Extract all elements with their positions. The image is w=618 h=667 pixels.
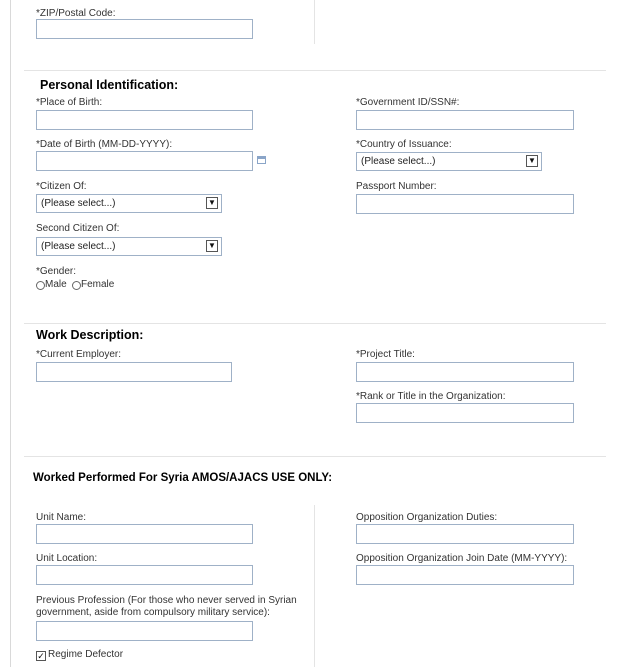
second-citizen-select[interactable]: [36, 237, 222, 256]
previous-profession-label-cont: government, aside from compulsory military service):: [36, 607, 270, 618]
place-of-birth-input[interactable]: [36, 110, 253, 130]
country-issuance-value: (Please select...): [361, 156, 436, 167]
citizen-of-select[interactable]: [36, 194, 222, 213]
rank-title-input[interactable]: [356, 403, 574, 423]
opposition-join-date-label: Opposition Organization Join Date (MM-YYYY):: [356, 553, 568, 564]
second-citizen-label: Second Citizen Of:: [36, 223, 120, 234]
opposition-join-date-input[interactable]: [356, 565, 574, 585]
rank-title-label: *Rank or Title in the Organization:: [356, 391, 506, 402]
citizen-of-label: *Citizen Of:: [36, 181, 87, 192]
chevron-down-icon[interactable]: ▼: [206, 240, 218, 252]
unit-name-input[interactable]: [36, 524, 253, 544]
calendar-icon[interactable]: [257, 156, 266, 164]
section-divider: [24, 70, 606, 71]
gender-label: *Gender:: [36, 266, 77, 277]
passport-input[interactable]: [356, 194, 574, 214]
unit-name-label: Unit Name:: [36, 512, 87, 523]
zip-label: *ZIP/Postal Code:: [36, 8, 116, 19]
section-divider: [24, 323, 606, 324]
syria-section-heading: Worked Performed For Syria AMOS/AJACS USE ONLY:: [33, 472, 333, 484]
government-id-input[interactable]: [356, 110, 574, 130]
left-border: [10, 0, 11, 667]
section-divider: [24, 456, 606, 457]
current-employer-input[interactable]: [36, 362, 232, 382]
unit-location-label: Unit Location:: [36, 553, 98, 564]
personal-identification-heading: Personal Identification:: [40, 78, 179, 92]
regime-defector-checkbox[interactable]: ✓: [37, 651, 45, 661]
opposition-duties-label: Opposition Organization Duties:: [356, 512, 498, 523]
country-issuance-select[interactable]: [356, 152, 542, 171]
place-of-birth-label: *Place of Birth:: [36, 97, 103, 108]
work-description-heading: Work Description:: [36, 328, 144, 342]
column-divider: [314, 0, 315, 44]
second-citizen-value: (Please select...): [41, 241, 116, 252]
chevron-down-icon[interactable]: ▼: [206, 197, 218, 209]
project-title-input[interactable]: [356, 362, 574, 382]
dob-label: *Date of Birth (MM-DD-YYYY):: [36, 139, 173, 150]
female-radio[interactable]: [72, 281, 81, 290]
government-id-label: *Government ID/SSN#:: [356, 97, 460, 108]
regime-defector-label: Regime Defector: [48, 649, 124, 660]
column-divider: [314, 505, 315, 667]
unit-location-input[interactable]: [36, 565, 253, 585]
zip-input[interactable]: [36, 19, 253, 39]
citizen-of-value: (Please select...): [41, 198, 116, 209]
project-title-label: *Project Title:: [356, 349, 415, 360]
passport-label: Passport Number:: [356, 181, 437, 192]
male-label: Male: [45, 279, 67, 290]
country-issuance-label: *Country of Issuance:: [356, 139, 452, 150]
current-employer-label: *Current Employer:: [36, 349, 122, 360]
female-label: Female: [81, 279, 115, 290]
previous-profession-input[interactable]: [36, 621, 253, 641]
dob-input[interactable]: [36, 151, 253, 171]
male-radio[interactable]: [36, 281, 45, 290]
previous-profession-label: Previous Profession (For those who never served in Syrian: [36, 595, 297, 606]
chevron-down-icon[interactable]: ▼: [526, 155, 538, 167]
opposition-duties-input[interactable]: [356, 524, 574, 544]
